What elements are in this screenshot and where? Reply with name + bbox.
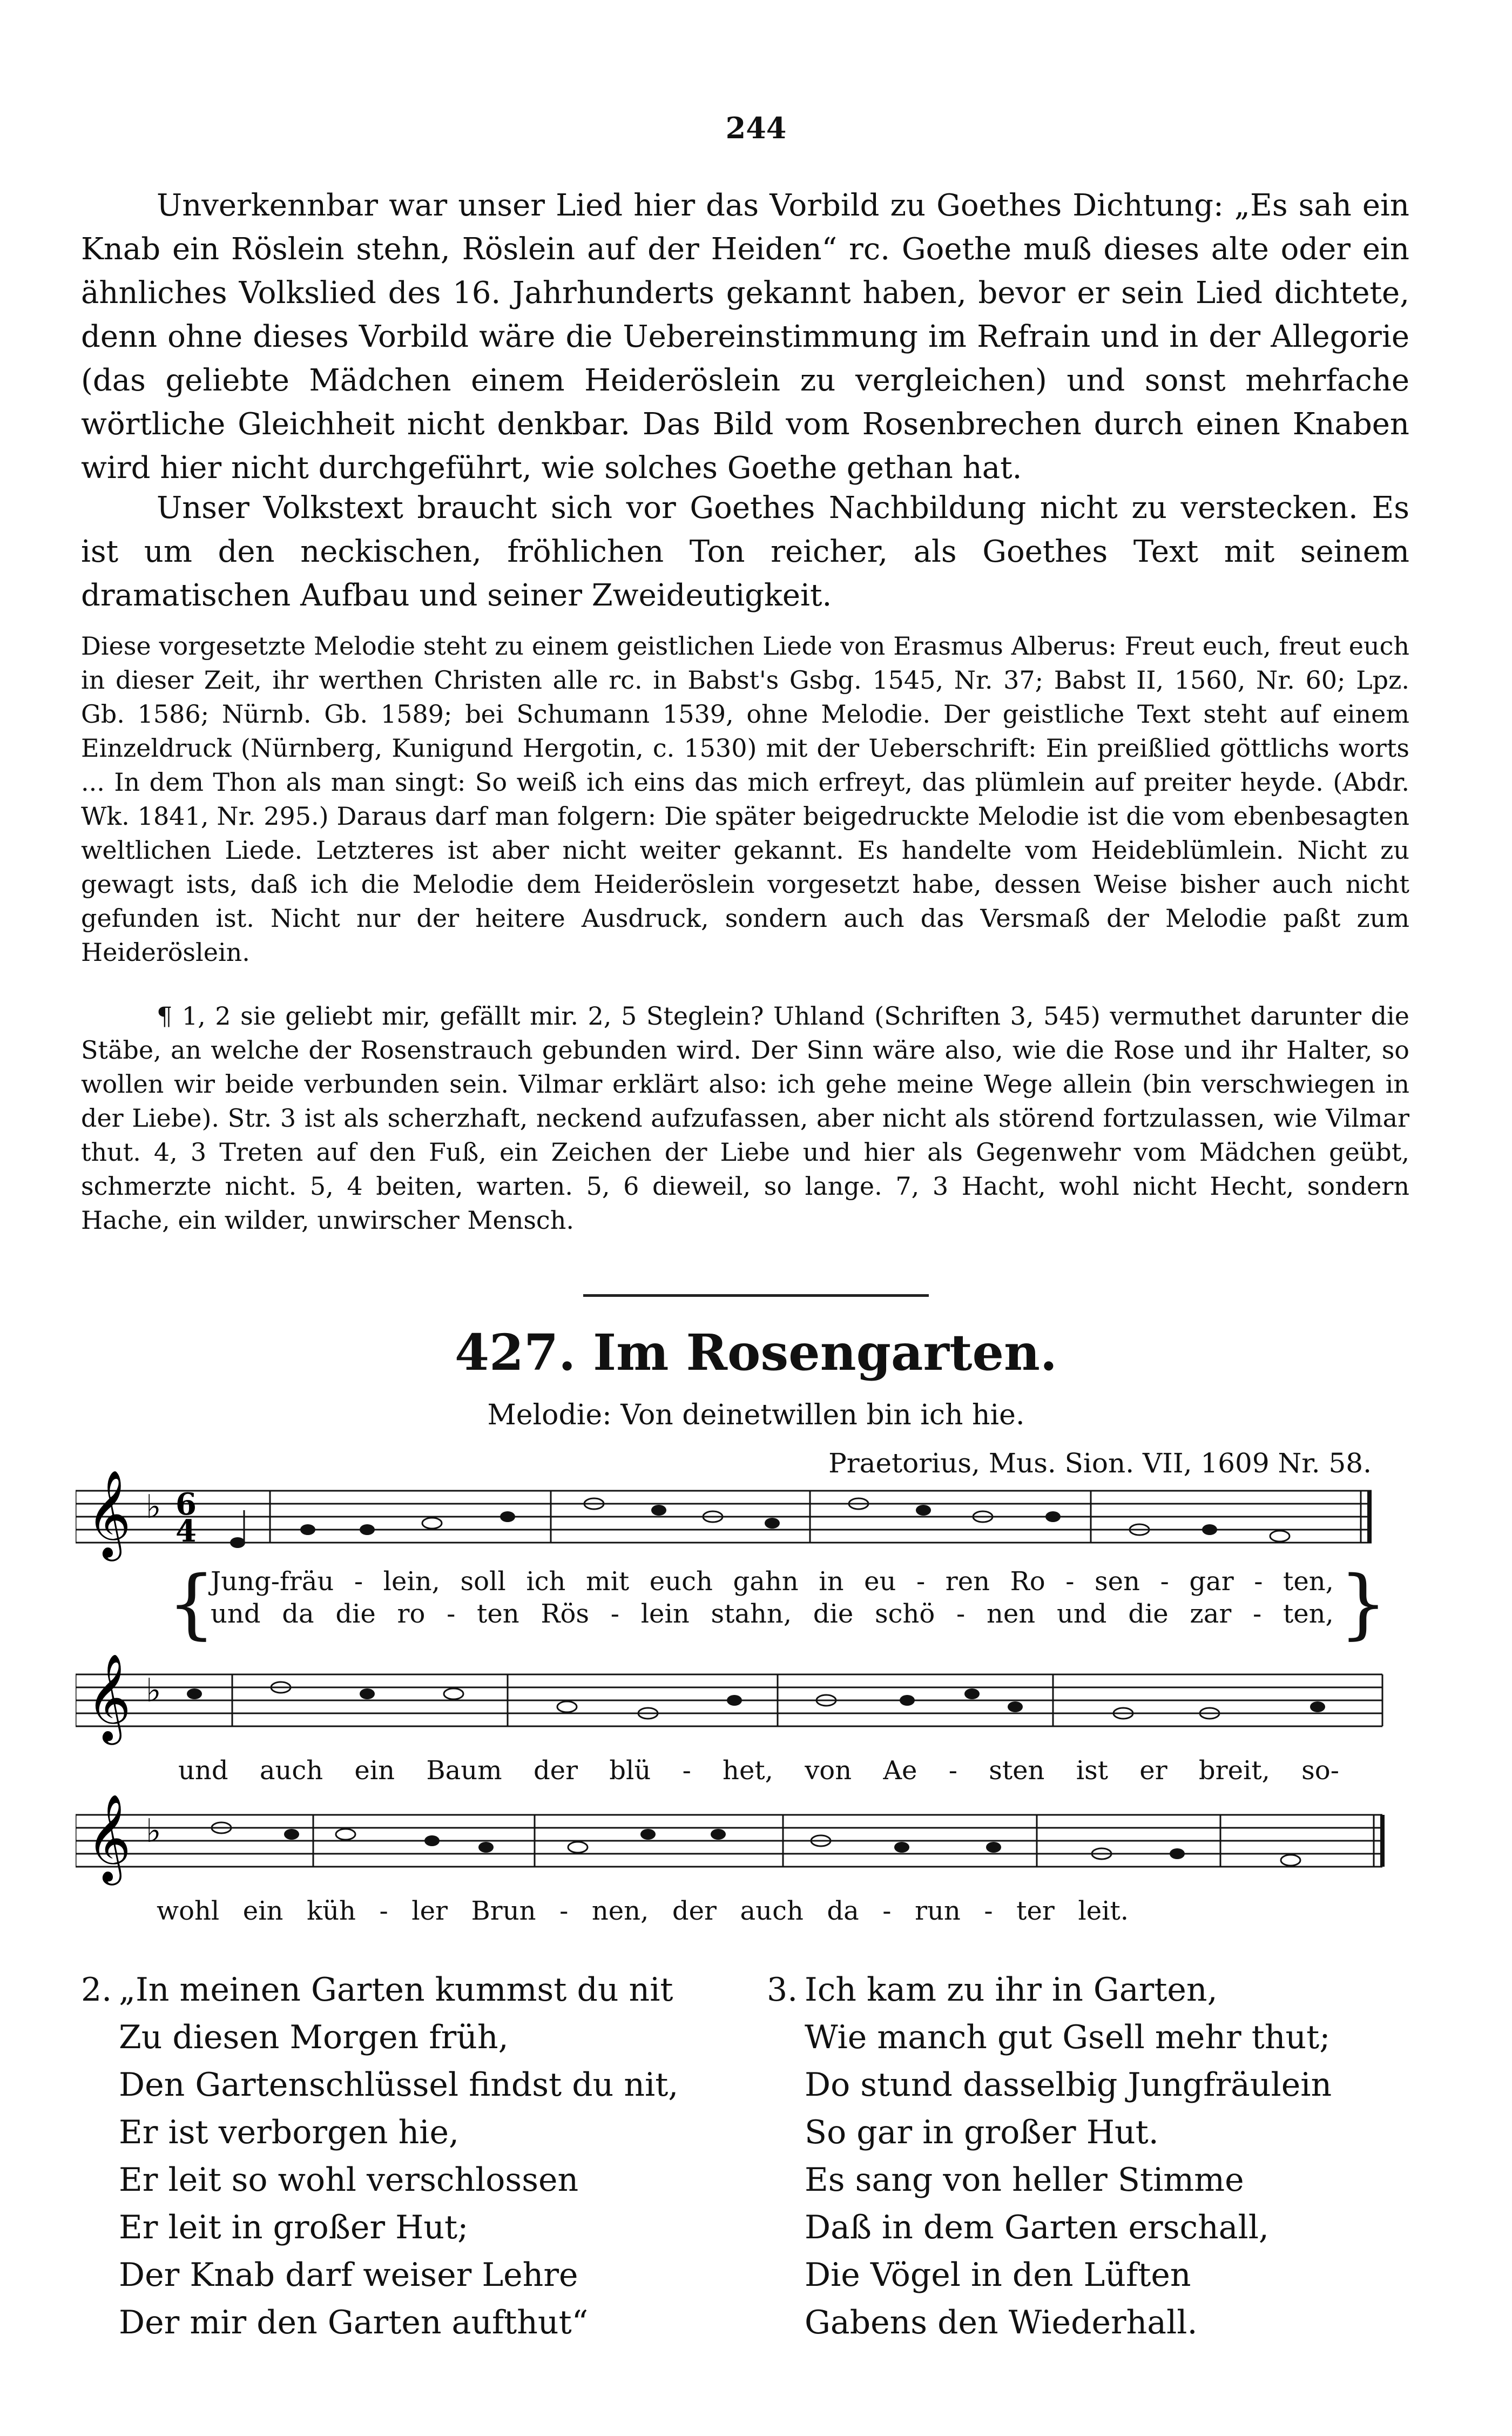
- note-textual: ¶ 1, 2 sie geliebt mir, gefällt mir. 2, 5 Steglein? Uhland (Schriften 3, 545) vermuthet darunter die Stäbe, an welche der Rosenstrauch gebunden wird. Der Sinn wäre also, wie die Rose und ihr Halter, so wollen wir beide verbunden sein. Vilmar erklärt also: ich gehe meine Wege allein (bin verschwiegen in der Liebe). Str. 3 ist als scherzhaft, neckend aufzufassen, aber nicht als störend fortzulassen, wie Vilmar thut. 4, 3 Treten auf den Fuß, ein Zeichen der Liebe und hier als Gegenwehr vom Mädchen geübt, schmerzte nicht. 5, 4 beiten, warten. 5, 6 dieweil, so lange. 7, 3 Hacht, wohl nicht Hecht, sondern Hache, ein wilder, unwirscher Mensch.: [81, 1001, 1409, 1235]
- lyrics-line-2: und auch ein Baum der blü - het, von Ae - sten ist er breit, so-: [178, 1755, 1339, 1786]
- music-staff-2: [76, 1642, 1404, 1761]
- time-signature-top: 6: [176, 1486, 197, 1522]
- flat-icon: ♭: [146, 1812, 161, 1850]
- lyrics-brace-right: }: [1339, 1560, 1388, 1648]
- verse-2: 2. „In meinen Garten kummst du nit Zu diesen Morgen früh, Den Gartenschlüssel findst du nit, Er ist verborgen hie, Er leit so wohl verschlossen Er leit in großer Hut; Der Knab darf weiser Lehre Der mir den Garten aufthut“: [81, 1971, 679, 2341]
- treble-clef-icon: 𝄞: [86, 1794, 131, 1882]
- lyrics-line-1a: Jung-fräu - lein, soll ich mit euch gahn in eu - ren Ro - sen - gar - ten,: [211, 1566, 1334, 1597]
- paragraph-goethe-comparison: Unverkennbar war unser Lied hier das Vorbild zu Goethes Dichtung: „Es sah ein Knab ein Röslein stehn, Röslein auf der Heiden“ rc. Goethe muß dieses alte oder ein ähnliches Volkslied des 16. Jahrhunderts gekannt haben, bevor er sein Lied dichtete, denn ohne dieses Vorbild wäre die Uebereinstimmung im Refrain und in der Allegorie (das geliebte Mädchen einem Heideröslein zu vergleichen) und sonst mehrfache wörtliche Gleichheit nicht denkbar. Das Bild vom Rosenbrechen durch einen Knaben wird hier nicht durchgeführt, wie solches Goethe gethan hat.: [81, 188, 1409, 486]
- flat-icon: ♭: [146, 1488, 161, 1526]
- time-signature-bottom: 4: [176, 1513, 197, 1549]
- song-title: 427. Im Rosengarten.: [455, 1323, 1057, 1382]
- song-source: Praetorius, Mus. Sion. VII, 1609 Nr. 58.: [828, 1448, 1372, 1479]
- treble-clef-icon: 𝄞: [86, 1470, 131, 1558]
- song-melody-reference: Melodie: Von deinetwillen bin ich hie.: [487, 1399, 1025, 1431]
- section-divider: [583, 1294, 929, 1297]
- lyrics-brace-left: {: [167, 1560, 216, 1648]
- note-melody-source: Diese vorgesetzte Melodie steht zu einem geistlichen Liede von Erasmus Alberus: Freut euch, freut euch in dieser Zeit, ihr werthen Christen alle rc. in Babst's Gsbg. 1545, Nr. 37; Babst II, 1560, Nr. 60; Lpz. Gb. 1586; Nürnb. Gb. 1589; bei Schumann 1539, ohne Melodie. Der geistliche Text steht auf einem Einzeldruck (Nürnberg, Kunigund Hergotin, c. 1530) mit der Ueberschrift: Ein preißlied göttlichs worts ... In dem Thon als man singt: So weiß ich eins das mich erfreyt, das plümlein auf preiter heyde. (Abdr. Wk. 1841, Nr. 295.) Daraus darf man folgern: Die später beigedruckte Melodie ist die vom ebenbesagten weltlichen Liede. Letzteres ist aber nicht weiter gekannt. Es handelte vom Heideblümlein. Nicht zu gewagt ists, daß ich die Melodie dem Heideröslein vorgesetzt habe, dessen Weise bisher auch nicht gefunden ist. Nicht nur der heitere Ausdruck, sondern auch das Versmaß der Melodie paßt zum Heideröslein.: [81, 631, 1409, 967]
- music-staff-1: [76, 1458, 1404, 1577]
- lyrics-line-1b: und da die ro - ten Rös - lein stahn, die schö - nen und die zar - ten,: [211, 1599, 1334, 1629]
- music-staff-3: [76, 1782, 1404, 1901]
- verse-3: 3. Ich kam zu ihr in Garten, Wie manch gut Gsell mehr thut; Do stund dasselbig Jungfräulein So gar in großer Hut. Es sang von heller Stimme Daß in dem Garten erschall, Die Vögel in den Lüften Gabens den Wiederhall.: [767, 1971, 1332, 2341]
- page-number: 244: [725, 111, 787, 145]
- lyrics-line-3: wohl ein küh - ler Brun - nen, der auch da - run - ter leit.: [157, 1896, 1129, 1926]
- flat-icon: ♭: [146, 1672, 161, 1710]
- treble-clef-icon: 𝄞: [86, 1653, 131, 1741]
- paragraph-volkstext: Unser Volkstext braucht sich vor Goethes Nachbildung nicht zu verstecken. Es ist um den neckischen, fröhlichen Ton reicher, als Goethes Text mit seinem dramatischen Aufbau und seiner Zweideutigkeit.: [81, 490, 1409, 613]
